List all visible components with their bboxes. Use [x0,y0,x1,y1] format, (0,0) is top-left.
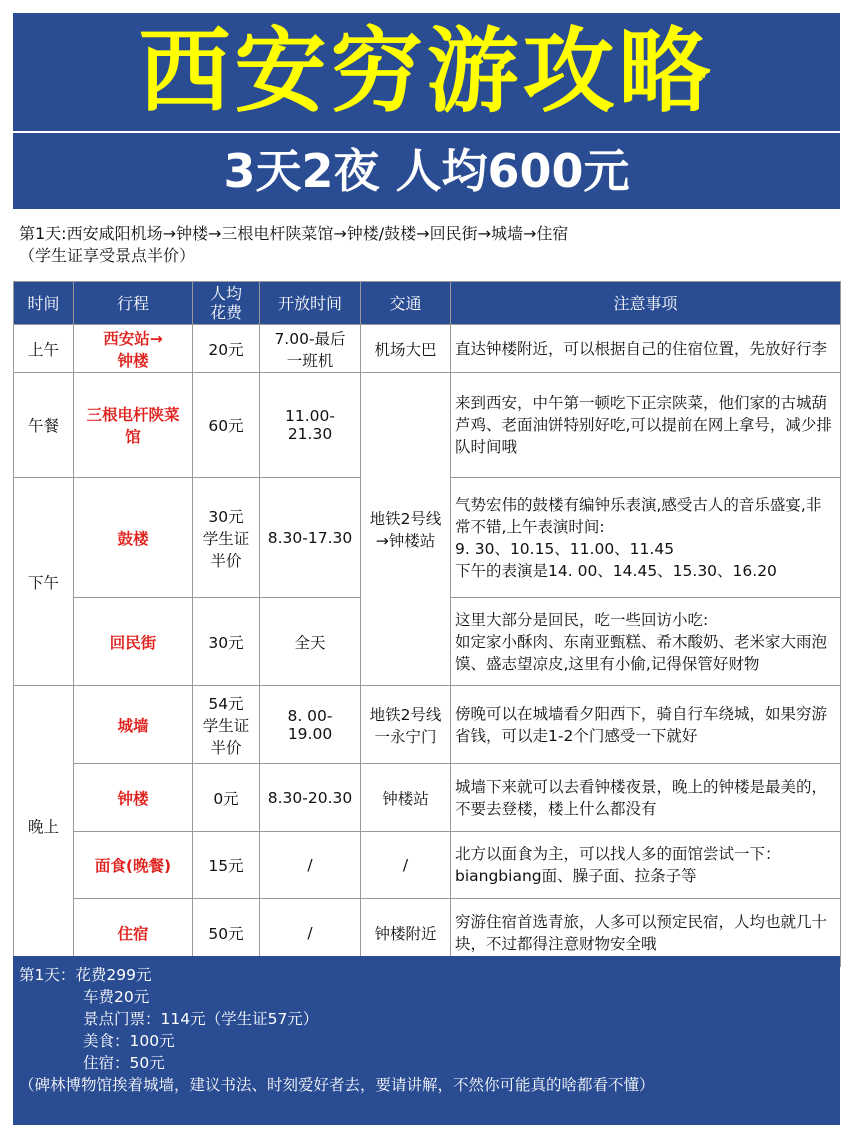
route-summary [13,219,840,281]
summary-food: 美食：100元 [83,1032,175,1050]
table-row [14,686,841,764]
time-cell: 午餐 [14,373,74,478]
route-note: （学生证享受景点半价） [19,246,196,265]
header-hours: 开放时间 [260,282,361,325]
header-cost: 人均 花费 [193,282,260,325]
summary-transport: 车费20元 [83,988,150,1006]
hours-cell: / [260,899,361,967]
header-notes: 注意事项 [451,282,841,325]
time-cell: 晚上 [14,686,74,967]
note-cell: 直达钟楼附近，可以根据自己的住宿位置，先放好行李 [451,325,841,373]
hours-cell: 8.30-17.30 [260,478,361,598]
hours-cell: 11.00- 21.30 [260,373,361,478]
page-title: 西安穷游攻略 [138,18,715,125]
time-cell: 上午 [14,325,74,373]
note-cell: 城墙下来就可以去看钟楼夜景，晚上的钟楼是最美的，不要去登楼，楼上什么都没有 [451,764,841,832]
table-row [14,373,841,478]
place-cell: 住宿 [74,899,193,967]
cost-cell: 50元 [193,899,260,967]
transport-cell: 地铁2号线 一永宁门 [361,686,451,764]
hours-cell: / [260,832,361,899]
note-cell: 气势宏伟的鼓楼有编钟乐表演,感受古人的音乐盛宴,非常不错,上午表演时间: 9. 30、10.15、11.00、11.45 下午的表演是14. 00、14.45、15.30、16.20 [451,478,841,598]
hours-cell: 8. 00- 19.00 [260,686,361,764]
title-banner [13,13,840,131]
place-cell: 面食(晚餐) [74,832,193,899]
note-cell: 来到西安，中午第一顿吃下正宗陕菜，他们家的古城葫芦鸡、老面油饼特别好吃,可以提前在网上拿号，减少排队时间哦 [451,373,841,478]
transport-cell: / [361,832,451,899]
cost-summary [13,956,840,1125]
summary-lodging: 住宿：50元 [83,1054,165,1072]
table-row [14,764,841,832]
page-subtitle: 3天2夜 人均600元 [223,144,630,198]
hours-cell: 7.00-最后 一班机 [260,325,361,373]
hours-cell: 8.30-20.30 [260,764,361,832]
route-line: 第1天:西安咸阳机场→钟楼→三根电杆陕菜馆→钟楼/鼓楼→回民街→城墙→住宿 [19,224,569,243]
summary-tickets: 景点门票：114元（学生证57元） [83,1010,319,1028]
place-cell: 钟楼 [74,764,193,832]
note-cell: 穷游住宿首选青旅，人多可以预定民宿，人均也就几十块，不过都得注意财物安全哦 [451,899,841,967]
place-cell: 回民街 [74,598,193,686]
cost-cell: 54元 学生证 半价 [193,686,260,764]
subtitle-banner [13,133,840,209]
cost-cell: 60元 [193,373,260,478]
header-transport: 交通 [361,282,451,325]
transport-cell-merged: 地铁2号线 →钟楼站 [361,373,451,686]
header-itinerary: 行程 [74,282,193,325]
place-cell: 西安站→ 钟楼 [74,325,193,373]
place-cell: 城墙 [74,686,193,764]
table-header-row [14,282,841,325]
place-cell: 三根电杆陕菜 馆 [74,373,193,478]
note-cell: 傍晚可以在城墙看夕阳西下，骑自行车绕城，如果穷游省钱，可以走1-2个门感受一下就好 [451,686,841,764]
hours-cell: 全天 [260,598,361,686]
note-cell: 这里大部分是回民，吃一些回访小吃: 如定家小酥肉、东南亚甄糕、希木酸奶、老米家大雨泡馍、盛志望凉皮,这里有小偷,记得保管好财物 [451,598,841,686]
summary-total: 第1天：花费299元 [19,966,152,984]
guide-poster [13,13,840,1125]
table-row [14,832,841,899]
transport-cell: 机场大巴 [361,325,451,373]
cost-cell: 20元 [193,325,260,373]
cost-cell: 15元 [193,832,260,899]
table-row [14,325,841,373]
cost-cell: 30元 学生证 半价 [193,478,260,598]
place-cell: 鼓楼 [74,478,193,598]
itinerary-table [13,281,841,967]
cost-cell: 30元 [193,598,260,686]
note-cell: 北方以面食为主，可以找人多的面馆尝试一下：biangbiang面、臊子面、拉条子等 [451,832,841,899]
time-cell: 下午 [14,478,74,686]
transport-cell: 钟楼附近 [361,899,451,967]
transport-cell: 钟楼站 [361,764,451,832]
header-time: 时间 [14,282,74,325]
summary-tip: （碑林博物馆挨着城墙，建议书法、时刻爱好者去，要请讲解，不然你可能真的啥都看不懂） [19,1076,655,1094]
cost-cell: 0元 [193,764,260,832]
